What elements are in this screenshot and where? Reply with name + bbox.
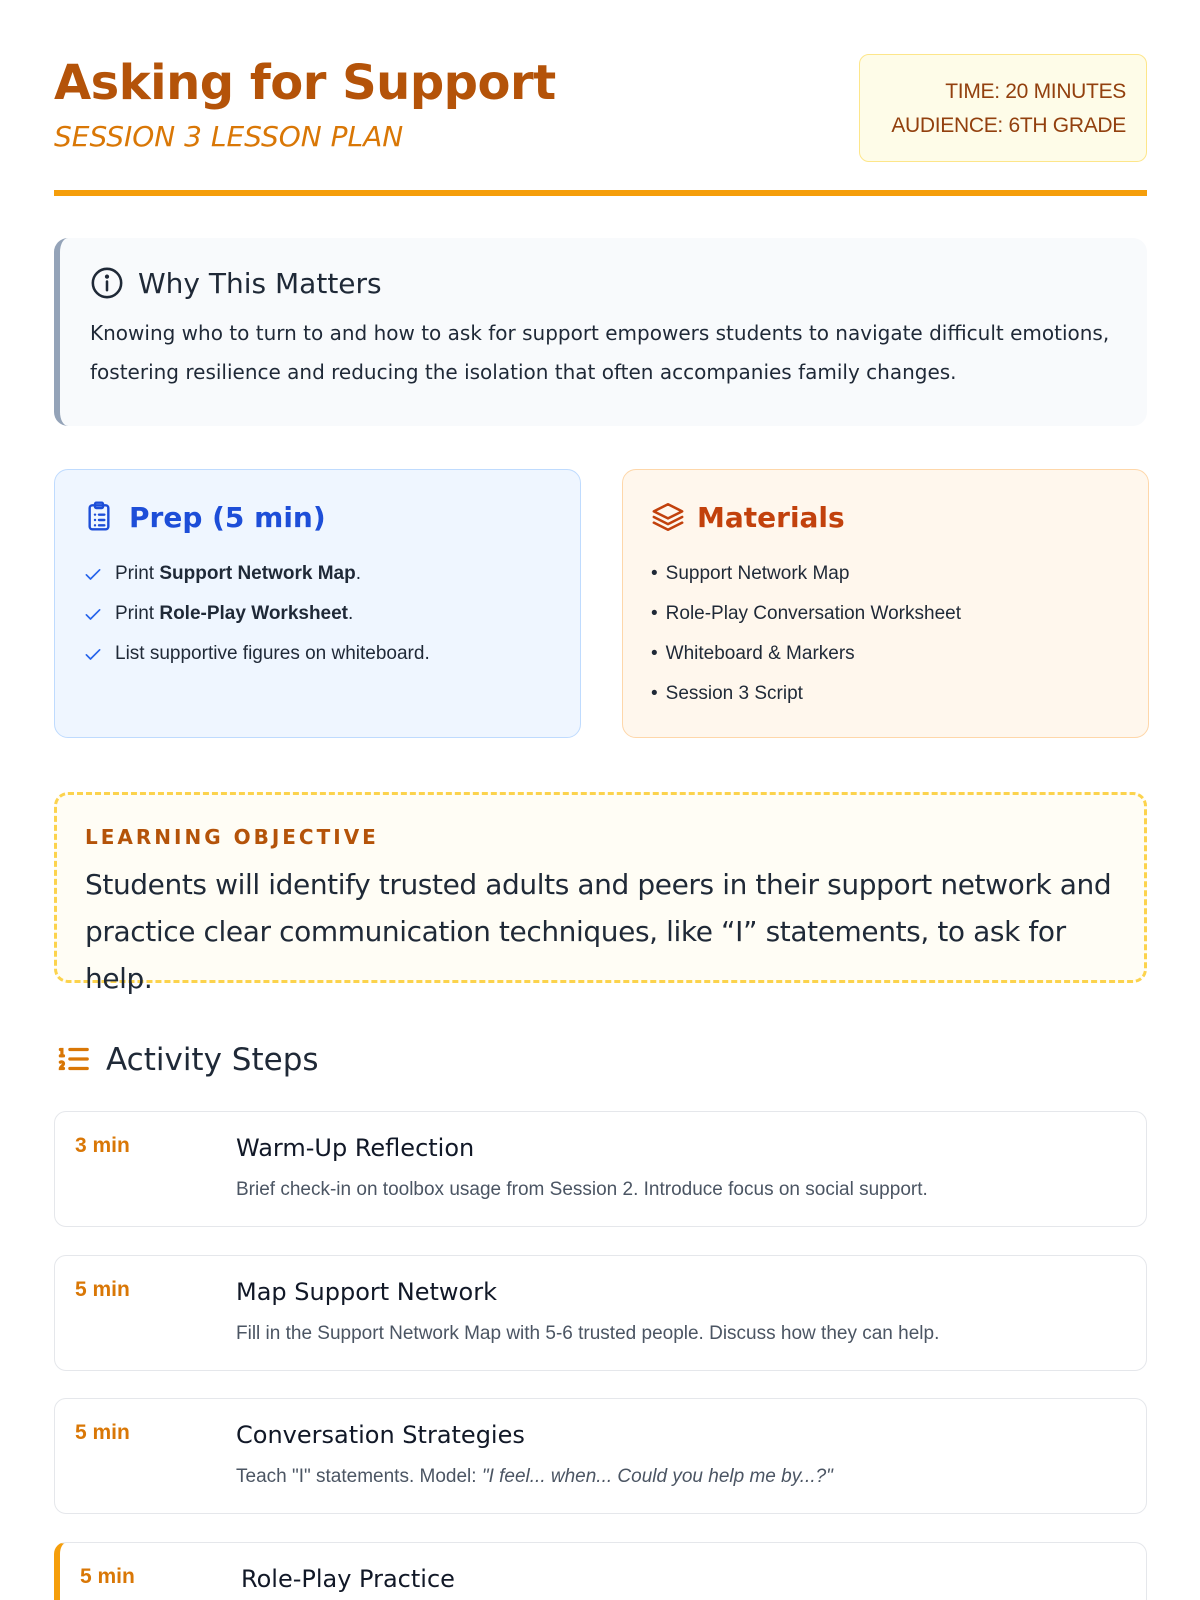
prep-list: [83, 554, 552, 674]
why-text: Knowing who to turn to and how to ask for support empowers students to navigate difficult emotions, fostering resilience and reducing the isolation that often accompanies family changes.: [90, 321, 1110, 384]
why-this-matters-panel: [54, 238, 1147, 426]
page-subtitle: SESSION 3 LESSON PLAN: [54, 120, 404, 153]
activity-step-active: [54, 1542, 1147, 1600]
activity-steps-title: Activity Steps: [106, 1042, 319, 1078]
step-title: Role-Play Practice: [241, 1565, 455, 1593]
bullet-icon: •: [651, 563, 658, 584]
clipboard-list-icon: [83, 500, 117, 534]
learning-objective-box: [54, 792, 1147, 995]
page-header: [54, 52, 1147, 198]
materials-item: • Session 3 Script: [651, 674, 1120, 714]
prep-item: List supportive figures on whiteboard.: [83, 634, 552, 674]
header-divider: [54, 190, 1147, 196]
step-title: Map Support Network: [236, 1278, 497, 1306]
time-label: TIME: 20 MINUTES: [945, 80, 1126, 103]
materials-item: • Role-Play Conversation Worksheet: [651, 594, 1120, 634]
step-description: Fill in the Support Network Map with 5-6 trusted people. Discuss how they can help.: [236, 1323, 940, 1344]
step-duration: 5 min: [75, 1278, 130, 1301]
objective-label: LEARNING OBJECTIVE: [85, 825, 379, 849]
activity-step: [54, 1111, 1147, 1227]
info-circle-icon: [90, 266, 124, 300]
prep-item: Print Support Network Map.: [83, 554, 552, 594]
prep-title: Prep (5 min): [129, 500, 326, 534]
check-icon: [83, 604, 103, 624]
step-duration: 5 min: [75, 1421, 130, 1444]
numbered-list-icon: [54, 1040, 94, 1080]
materials-item: • Support Network Map: [651, 554, 1120, 594]
materials-item: • Whiteboard & Markers: [651, 634, 1120, 674]
bullet-icon: •: [651, 603, 658, 624]
audience-label: AUDIENCE: 6TH GRADE: [891, 114, 1126, 137]
session-meta-box: [859, 54, 1147, 162]
step-title: Conversation Strategies: [236, 1421, 525, 1449]
step-description: Teach "I" statements. Model: "I feel... when... Could you help me by...?": [236, 1466, 833, 1487]
why-title: Why This Matters: [138, 266, 382, 300]
objective-text: Students will identify trusted adults and peers in their support network and practice clear communication techniques, like “I” statements, to ask for help.: [85, 868, 1112, 995]
layers-icon: [651, 500, 685, 534]
prep-item: Print Role-Play Worksheet.: [83, 594, 552, 634]
activity-steps-heading: [54, 1040, 319, 1080]
check-icon: [83, 644, 103, 664]
prep-card: [54, 469, 581, 738]
bullet-icon: •: [651, 643, 658, 664]
materials-list: [651, 554, 1120, 714]
materials-title: Materials: [697, 500, 845, 534]
step-description: Brief check-in on toolbox usage from Session 2. Introduce focus on social support.: [236, 1179, 928, 1200]
step-title: Warm-Up Reflection: [236, 1134, 475, 1162]
activity-step: [54, 1255, 1147, 1371]
materials-card: [622, 469, 1149, 738]
check-icon: [83, 564, 103, 584]
page-title: Asking for Support: [54, 55, 556, 111]
step-duration: 3 min: [75, 1134, 130, 1157]
step-duration: 5 min: [80, 1565, 135, 1588]
bullet-icon: •: [651, 683, 658, 704]
activity-step: [54, 1398, 1147, 1514]
